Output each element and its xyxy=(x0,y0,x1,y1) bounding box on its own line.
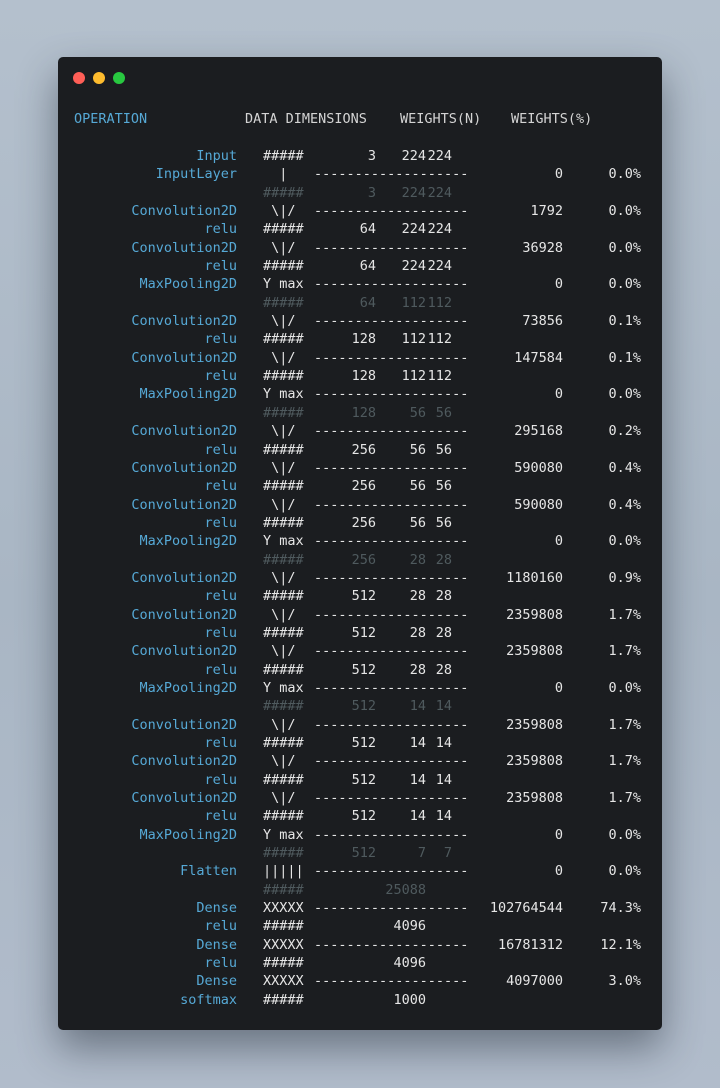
table-row xyxy=(58,624,662,642)
dim-width: 224 xyxy=(427,184,452,201)
operation-name: Convolution2D xyxy=(131,423,237,440)
shape-symbol: \|/ xyxy=(263,496,296,513)
shape-symbol: ##### xyxy=(263,368,304,385)
weights-count: 102764544 xyxy=(489,900,563,917)
weights-percent: 0.0% xyxy=(608,239,641,256)
dim-width: 224 xyxy=(427,221,452,238)
operation-name: Convolution2D xyxy=(131,790,237,807)
close-button[interactable] xyxy=(73,72,85,84)
dim-width: 112 xyxy=(427,294,452,311)
table-row xyxy=(58,220,662,238)
separator-line: ------------------- xyxy=(314,533,469,550)
weights-count: 0 xyxy=(554,826,563,843)
table-row xyxy=(58,514,662,532)
shape-symbol: ##### xyxy=(263,441,304,458)
table-row xyxy=(58,991,662,1009)
shape-symbol: ##### xyxy=(263,478,304,495)
table-row xyxy=(58,587,662,605)
dim-channels: 256 xyxy=(351,441,376,458)
dim-height: 28 xyxy=(409,661,426,678)
operation-name: relu xyxy=(204,514,237,531)
dim-channels: 512 xyxy=(351,735,376,751)
shape-symbol: ##### xyxy=(263,881,304,898)
dim-width: 7 xyxy=(443,845,452,862)
header-weights-pct: WEIGHTS(%) xyxy=(511,111,593,127)
operation-name: relu xyxy=(204,441,237,458)
weights-percent: 1.7% xyxy=(608,606,641,623)
weights-percent: 0.0% xyxy=(608,276,641,293)
shape-symbol: \|/ xyxy=(263,606,296,623)
weights-count: 2359808 xyxy=(506,606,563,623)
dim-channels: 512 xyxy=(351,698,376,715)
weights-percent: 0.0% xyxy=(608,826,641,843)
weights-count: 2359808 xyxy=(506,643,563,660)
header-operation: OPERATION xyxy=(74,111,148,127)
dim-height: 112 xyxy=(401,368,426,385)
shape-symbol: ##### xyxy=(263,735,304,751)
operation-name: relu xyxy=(204,368,237,385)
dim-width: 14 xyxy=(435,771,452,788)
separator-line: ------------------- xyxy=(314,790,469,807)
dim-channels: 512 xyxy=(351,771,376,788)
separator-line: ------------------- xyxy=(314,386,469,403)
table-row xyxy=(58,972,662,990)
operation-name: relu xyxy=(204,624,237,641)
weights-percent: 0.4% xyxy=(608,496,641,513)
dim-height: 112 xyxy=(401,331,426,348)
shape-symbol: ||||| xyxy=(263,863,304,880)
operation-name: relu xyxy=(204,661,237,678)
separator-line: ------------------- xyxy=(314,753,469,770)
table-row xyxy=(58,917,662,935)
weights-percent: 1.7% xyxy=(608,643,641,660)
shape-symbol: \|/ xyxy=(263,790,296,807)
weights-count: 73856 xyxy=(522,313,563,330)
shape-symbol: \|/ xyxy=(263,423,296,440)
operation-name: Convolution2D xyxy=(131,459,237,476)
dim-channels: 512 xyxy=(351,661,376,678)
table-row xyxy=(58,257,662,275)
operation-name: MaxPooling2D xyxy=(139,533,237,550)
shape-symbol: ##### xyxy=(263,845,304,862)
dim-width: 14 xyxy=(435,808,452,825)
shape-symbol: \|/ xyxy=(263,569,296,586)
weights-count: 1792 xyxy=(530,203,563,220)
dim-height: 112 xyxy=(401,294,426,311)
dim-height: 224 xyxy=(401,221,426,238)
weights-count: 590080 xyxy=(514,496,563,513)
table-row xyxy=(58,532,662,550)
operation-name: Dense xyxy=(196,900,237,917)
separator-line: ------------------- xyxy=(314,569,469,586)
table-row xyxy=(58,312,662,330)
table-row xyxy=(58,202,662,220)
table-row xyxy=(58,881,662,899)
dim-height: 56 xyxy=(409,441,426,458)
operation-name: relu xyxy=(204,331,237,348)
shape-symbol: \|/ xyxy=(263,753,296,770)
table-row xyxy=(58,330,662,348)
shape-symbol: \|/ xyxy=(263,313,296,330)
model-summary-table xyxy=(58,147,662,1009)
window-controls xyxy=(73,72,125,84)
operation-name: Convolution2D xyxy=(131,643,237,660)
separator-line: ------------------- xyxy=(314,936,469,953)
weights-percent: 0.2% xyxy=(608,423,641,440)
zoom-button[interactable] xyxy=(113,72,125,84)
table-row xyxy=(58,165,662,183)
weights-percent: 0.9% xyxy=(608,569,641,586)
table-row xyxy=(58,275,662,293)
dim-width: 28 xyxy=(435,551,452,568)
shape-symbol: ##### xyxy=(263,955,304,972)
dim-width: 56 xyxy=(435,514,452,531)
operation-name: Convolution2D xyxy=(131,753,237,770)
table-row xyxy=(58,441,662,459)
operation-name: Dense xyxy=(196,973,237,990)
header-data-dimensions: DATA DIMENSIONS xyxy=(245,111,367,127)
separator-line: ------------------- xyxy=(314,459,469,476)
weights-count: 36928 xyxy=(522,239,563,256)
shape-symbol: Y max xyxy=(263,533,304,550)
dim-channels: 3 xyxy=(367,184,376,201)
dim-height: 4096 xyxy=(393,918,426,935)
weights-percent: 0.0% xyxy=(608,863,641,880)
table-row xyxy=(58,936,662,954)
shape-symbol: Y max xyxy=(263,679,304,696)
table-row xyxy=(58,385,662,403)
operation-name: Flatten xyxy=(180,863,237,880)
table-row xyxy=(58,569,662,587)
separator-line: ------------------- xyxy=(314,166,469,183)
separator-line: ------------------- xyxy=(314,349,469,366)
operation-name: Input xyxy=(196,148,237,164)
operation-name: Dense xyxy=(196,936,237,953)
weights-count: 0 xyxy=(554,679,563,696)
separator-line: ------------------- xyxy=(314,863,469,880)
dim-channels: 64 xyxy=(359,258,376,275)
weights-count: 0 xyxy=(554,166,563,183)
shape-symbol: Y max xyxy=(263,386,304,403)
dim-height: 56 xyxy=(409,404,426,421)
dim-width: 56 xyxy=(435,404,452,421)
dim-height: 14 xyxy=(409,698,426,715)
dim-channels: 512 xyxy=(351,845,376,862)
weights-percent: 0.0% xyxy=(608,386,641,403)
header-weights-n: WEIGHTS(N) xyxy=(400,111,482,127)
dim-channels: 128 xyxy=(351,404,376,421)
dim-width: 112 xyxy=(427,331,452,348)
table-row xyxy=(58,459,662,477)
operation-name: MaxPooling2D xyxy=(139,276,237,293)
weights-count: 16781312 xyxy=(497,936,563,953)
shape-symbol: | xyxy=(263,166,288,183)
weights-count: 4097000 xyxy=(506,973,563,990)
weights-count: 0 xyxy=(554,863,563,880)
weights-count: 295168 xyxy=(514,423,563,440)
dim-width: 14 xyxy=(435,735,452,751)
separator-line: ------------------- xyxy=(314,716,469,733)
dim-channels: 3 xyxy=(367,148,376,164)
terminal-window xyxy=(58,57,662,1030)
dim-channels: 128 xyxy=(351,331,376,348)
shape-symbol: Y max xyxy=(263,826,304,843)
shape-symbol: XXXXX xyxy=(263,900,304,917)
dim-height: 28 xyxy=(409,624,426,641)
operation-name: relu xyxy=(204,258,237,275)
separator-line: ------------------- xyxy=(314,606,469,623)
shape-symbol: ##### xyxy=(263,991,304,1008)
dim-channels: 512 xyxy=(351,808,376,825)
operation-name: relu xyxy=(204,588,237,605)
table-header xyxy=(74,110,644,128)
weights-percent: 74.3% xyxy=(600,900,641,917)
table-row xyxy=(58,496,662,514)
separator-line: ------------------- xyxy=(314,679,469,696)
dim-height: 14 xyxy=(409,771,426,788)
separator-line: ------------------- xyxy=(314,826,469,843)
dim-height: 224 xyxy=(401,258,426,275)
table-row xyxy=(58,716,662,734)
table-row xyxy=(58,771,662,789)
weights-count: 2359808 xyxy=(506,716,563,733)
dim-channels: 256 xyxy=(351,551,376,568)
dim-height: 14 xyxy=(409,735,426,751)
operation-name: relu xyxy=(204,771,237,788)
shape-symbol: \|/ xyxy=(263,716,296,733)
dim-height: 56 xyxy=(409,478,426,495)
weights-percent: 0.0% xyxy=(608,533,641,550)
separator-line: ------------------- xyxy=(314,643,469,660)
table-row xyxy=(58,642,662,660)
dim-width: 224 xyxy=(427,148,452,164)
shape-symbol: ##### xyxy=(263,258,304,275)
dim-width: 112 xyxy=(427,368,452,385)
operation-name: softmax xyxy=(180,991,237,1008)
table-row xyxy=(58,862,662,880)
separator-line: ------------------- xyxy=(314,900,469,917)
dim-channels: 512 xyxy=(351,624,376,641)
shape-symbol: XXXXX xyxy=(263,936,304,953)
separator-line: ------------------- xyxy=(314,973,469,990)
weights-count: 2359808 xyxy=(506,753,563,770)
shape-symbol: \|/ xyxy=(263,203,296,220)
shape-symbol: \|/ xyxy=(263,643,296,660)
separator-line: ------------------- xyxy=(314,423,469,440)
dim-width: 28 xyxy=(435,661,452,678)
operation-name: relu xyxy=(204,735,237,751)
weights-percent: 0.1% xyxy=(608,349,641,366)
table-row xyxy=(58,954,662,972)
shape-symbol: ##### xyxy=(263,221,304,238)
operation-name: MaxPooling2D xyxy=(139,679,237,696)
shape-symbol: ##### xyxy=(263,184,304,201)
weights-percent: 0.0% xyxy=(608,203,641,220)
dim-width: 28 xyxy=(435,624,452,641)
table-row xyxy=(58,807,662,825)
shape-symbol: ##### xyxy=(263,148,304,164)
weights-count: 2359808 xyxy=(506,790,563,807)
table-row xyxy=(58,734,662,752)
table-row xyxy=(58,349,662,367)
dim-width: 28 xyxy=(435,588,452,605)
operation-name: relu xyxy=(204,955,237,972)
table-row xyxy=(58,367,662,385)
shape-symbol: XXXXX xyxy=(263,973,304,990)
table-row xyxy=(58,661,662,679)
dim-channels: 64 xyxy=(359,221,376,238)
weights-percent: 3.0% xyxy=(608,973,641,990)
dim-width: 224 xyxy=(427,258,452,275)
minimize-button[interactable] xyxy=(93,72,105,84)
operation-name: Convolution2D xyxy=(131,716,237,733)
weights-percent: 0.0% xyxy=(608,679,641,696)
dim-channels: 256 xyxy=(351,478,376,495)
table-row xyxy=(58,752,662,770)
table-row xyxy=(58,184,662,202)
dim-channels: 256 xyxy=(351,514,376,531)
dim-channels: 512 xyxy=(351,588,376,605)
dim-channels: 128 xyxy=(351,368,376,385)
shape-symbol: ##### xyxy=(263,771,304,788)
weights-percent: 0.4% xyxy=(608,459,641,476)
table-row xyxy=(58,697,662,715)
weights-percent: 1.7% xyxy=(608,716,641,733)
dim-height: 28 xyxy=(409,588,426,605)
separator-line: ------------------- xyxy=(314,276,469,293)
weights-count: 147584 xyxy=(514,349,563,366)
dim-width: 14 xyxy=(435,698,452,715)
operation-name: relu xyxy=(204,808,237,825)
shape-symbol: ##### xyxy=(263,808,304,825)
dim-width: 56 xyxy=(435,441,452,458)
operation-name: Convolution2D xyxy=(131,239,237,256)
weights-count: 1180160 xyxy=(506,569,563,586)
dim-height: 7 xyxy=(417,845,426,862)
operation-name: relu xyxy=(204,221,237,238)
table-row xyxy=(58,294,662,312)
dim-channels: 64 xyxy=(359,294,376,311)
shape-symbol: ##### xyxy=(263,661,304,678)
table-row xyxy=(58,147,662,165)
weights-percent: 12.1% xyxy=(600,936,641,953)
operation-name: Convolution2D xyxy=(131,203,237,220)
table-row xyxy=(58,844,662,862)
shape-symbol: \|/ xyxy=(263,349,296,366)
weights-percent: 0.0% xyxy=(608,166,641,183)
operation-name: Convolution2D xyxy=(131,496,237,513)
table-row xyxy=(58,551,662,569)
shape-symbol: ##### xyxy=(263,698,304,715)
shape-symbol: ##### xyxy=(263,551,304,568)
table-row xyxy=(58,606,662,624)
table-row xyxy=(58,826,662,844)
dim-height: 28 xyxy=(409,551,426,568)
table-row xyxy=(58,239,662,257)
shape-symbol: \|/ xyxy=(263,239,296,256)
separator-line: ------------------- xyxy=(314,239,469,256)
table-row xyxy=(58,899,662,917)
shape-symbol: Y max xyxy=(263,276,304,293)
shape-symbol: ##### xyxy=(263,331,304,348)
operation-name: InputLayer xyxy=(155,166,237,183)
dim-height: 224 xyxy=(401,184,426,201)
shape-symbol: ##### xyxy=(263,918,304,935)
shape-symbol: ##### xyxy=(263,514,304,531)
shape-symbol: \|/ xyxy=(263,459,296,476)
weights-count: 0 xyxy=(554,533,563,550)
table-row xyxy=(58,422,662,440)
operation-name: Convolution2D xyxy=(131,349,237,366)
weights-count: 0 xyxy=(554,276,563,293)
operation-name: MaxPooling2D xyxy=(139,826,237,843)
dim-height: 4096 xyxy=(393,955,426,972)
dim-height: 14 xyxy=(409,808,426,825)
table-row xyxy=(58,679,662,697)
dim-height: 56 xyxy=(409,514,426,531)
weights-count: 590080 xyxy=(514,459,563,476)
table-row xyxy=(58,404,662,422)
separator-line: ------------------- xyxy=(314,313,469,330)
dim-height: 1000 xyxy=(393,991,426,1008)
shape-symbol: ##### xyxy=(263,624,304,641)
separator-line: ------------------- xyxy=(314,203,469,220)
operation-name: relu xyxy=(204,918,237,935)
operation-name: Convolution2D xyxy=(131,313,237,330)
shape-symbol: ##### xyxy=(263,404,304,421)
separator-line: ------------------- xyxy=(314,496,469,513)
operation-name: relu xyxy=(204,478,237,495)
shape-symbol: ##### xyxy=(263,294,304,311)
weights-percent: 1.7% xyxy=(608,790,641,807)
table-row xyxy=(58,477,662,495)
weights-count: 0 xyxy=(554,386,563,403)
operation-name: MaxPooling2D xyxy=(139,386,237,403)
operation-name: Convolution2D xyxy=(131,606,237,623)
operation-name: Convolution2D xyxy=(131,569,237,586)
shape-symbol: ##### xyxy=(263,588,304,605)
table-row xyxy=(58,789,662,807)
dim-width: 56 xyxy=(435,478,452,495)
weights-percent: 1.7% xyxy=(608,753,641,770)
dim-height: 25088 xyxy=(385,881,426,898)
dim-height: 224 xyxy=(401,148,426,164)
weights-percent: 0.1% xyxy=(608,313,641,330)
